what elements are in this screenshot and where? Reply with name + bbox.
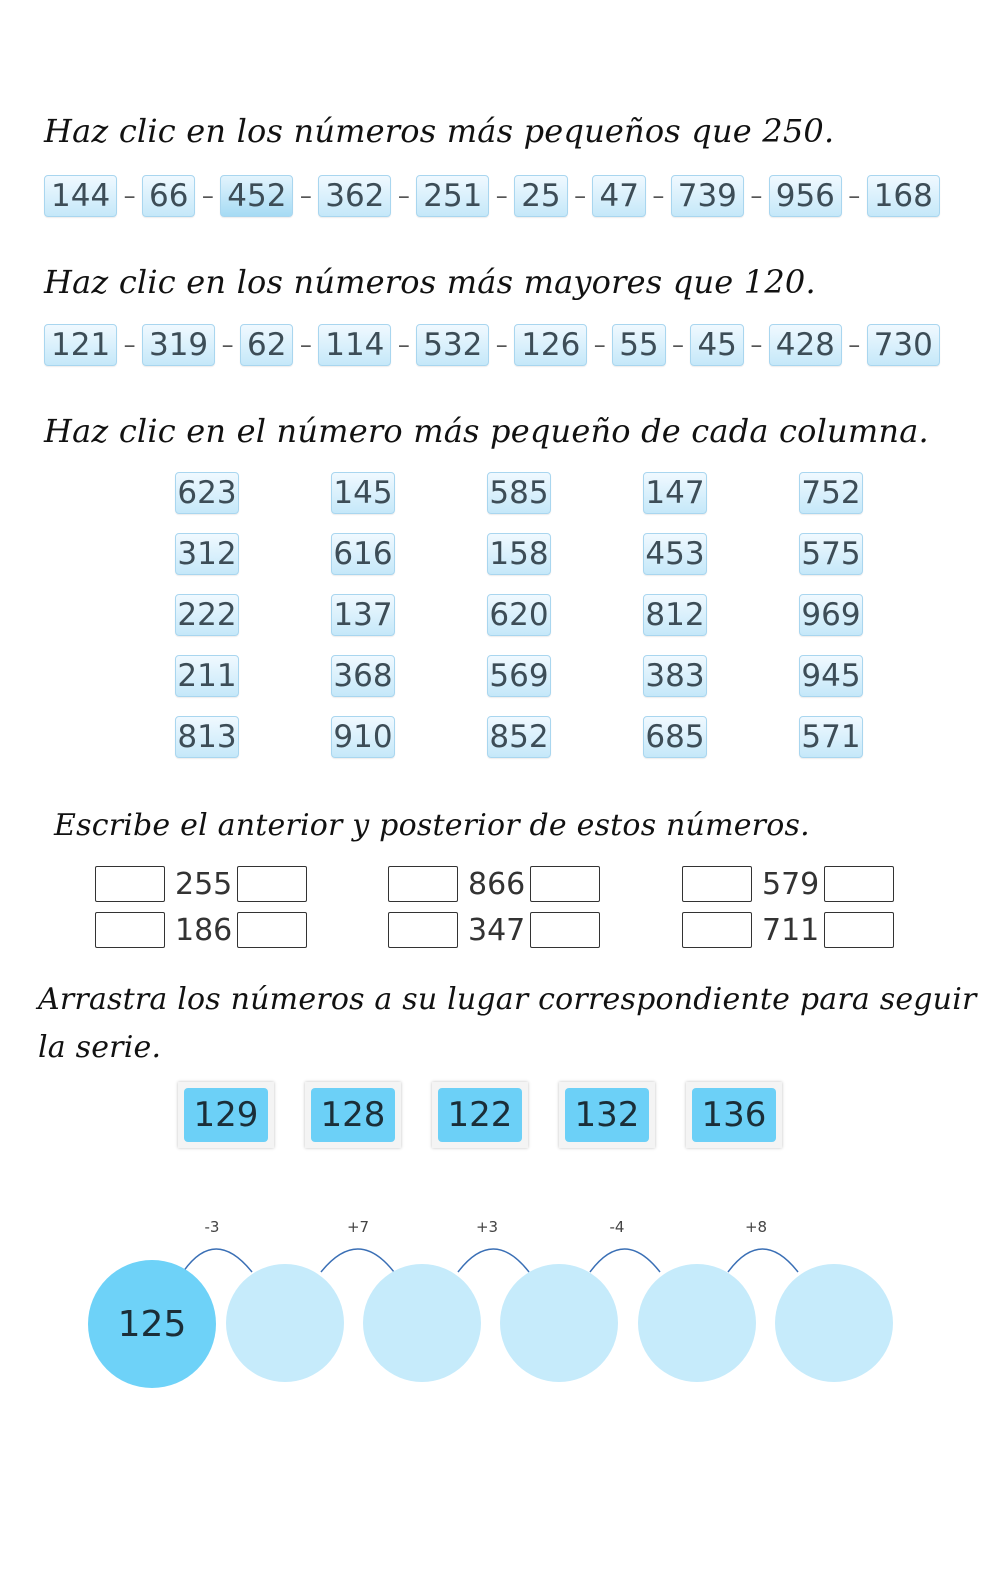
number-option[interactable]: 55	[612, 324, 665, 366]
series-drop-target[interactable]	[775, 1264, 893, 1382]
separator: –	[495, 331, 508, 359]
column-number[interactable]: 620	[487, 594, 551, 636]
number-option[interactable]: 45	[690, 324, 743, 366]
column-number[interactable]: 158	[487, 533, 551, 575]
separator: –	[397, 331, 410, 359]
instruction-drag-series: Arrastra los números a su lugar correspondiente para seguir	[38, 982, 977, 1017]
separator: –	[593, 331, 606, 359]
separator: –	[672, 331, 685, 359]
separator: –	[848, 182, 861, 210]
instruction-predecessor-successor: Escribe el anterior y posterior de estos números.	[54, 808, 810, 843]
pred-succ-row	[682, 866, 894, 902]
draggable-tile[interactable]	[178, 1082, 274, 1148]
draggable-tile[interactable]	[432, 1082, 528, 1148]
given-number: 866	[468, 866, 526, 902]
pred-succ-row	[388, 912, 600, 948]
tile-number: 132	[565, 1088, 649, 1142]
predecessor-input[interactable]	[388, 912, 458, 948]
separator: –	[574, 182, 587, 210]
column-number[interactable]: 211	[175, 655, 239, 697]
successor-input[interactable]	[530, 912, 600, 948]
separator: –	[299, 331, 312, 359]
column-number[interactable]: 147	[643, 472, 707, 514]
column-number[interactable]: 571	[799, 716, 863, 758]
column-number[interactable]: 575	[799, 533, 863, 575]
step-arc	[321, 1249, 394, 1272]
series-drop-target[interactable]	[363, 1264, 481, 1382]
instruction-greater-than: Haz clic en los números más mayores que 120.	[44, 263, 816, 301]
series-drop-target[interactable]	[638, 1264, 756, 1382]
column-number[interactable]: 569	[487, 655, 551, 697]
number-option[interactable]: 428	[769, 324, 842, 366]
tile-number: 129	[184, 1088, 268, 1142]
draggable-tile[interactable]	[559, 1082, 655, 1148]
number-option[interactable]: 25	[514, 175, 567, 217]
given-number: 711	[762, 912, 820, 948]
column-number[interactable]: 813	[175, 716, 239, 758]
column-number[interactable]: 312	[175, 533, 239, 575]
number-option[interactable]: 956	[769, 175, 842, 217]
column-number[interactable]: 812	[643, 594, 707, 636]
column-number[interactable]: 383	[643, 655, 707, 697]
successor-input[interactable]	[530, 866, 600, 902]
successor-input[interactable]	[824, 866, 894, 902]
separator: –	[299, 182, 312, 210]
number-option[interactable]: 47	[592, 175, 645, 217]
series-drop-target[interactable]	[226, 1264, 344, 1382]
separator: –	[750, 331, 763, 359]
tile-number: 122	[438, 1088, 522, 1142]
number-option[interactable]: 319	[142, 324, 215, 366]
column-number[interactable]: 752	[799, 472, 863, 514]
row-greater-than	[44, 323, 940, 367]
separator: –	[495, 182, 508, 210]
step-arc	[728, 1249, 798, 1272]
number-option[interactable]: 114	[318, 324, 391, 366]
number-option[interactable]: 739	[671, 175, 744, 217]
separator: –	[201, 182, 214, 210]
step-label: +8	[744, 1218, 768, 1236]
given-number: 347	[468, 912, 526, 948]
column-number[interactable]: 852	[487, 716, 551, 758]
column-number[interactable]: 585	[487, 472, 551, 514]
draggable-tiles	[178, 1082, 782, 1148]
tile-number: 136	[692, 1088, 776, 1142]
separator: –	[123, 331, 136, 359]
successor-input[interactable]	[824, 912, 894, 948]
step-arc	[590, 1249, 660, 1272]
step-arc	[183, 1249, 252, 1272]
predecessor-input[interactable]	[682, 912, 752, 948]
instruction-smaller-than: Haz clic en los números más pequeños que 250.	[44, 112, 835, 150]
pred-succ-row	[388, 866, 600, 902]
number-option[interactable]: 532	[416, 324, 489, 366]
separator: –	[221, 331, 234, 359]
step-label: -3	[204, 1218, 220, 1236]
successor-input[interactable]	[237, 866, 307, 902]
number-option[interactable]: 168	[867, 175, 940, 217]
separator: –	[750, 182, 763, 210]
separator: –	[652, 182, 665, 210]
tile-number: 128	[311, 1088, 395, 1142]
instruction-smallest-column: Haz clic en el número más pequeño de cada columna.	[44, 412, 929, 450]
column-number[interactable]: 945	[799, 655, 863, 697]
number-option[interactable]: 144	[44, 175, 117, 217]
column-number[interactable]: 137	[331, 594, 395, 636]
number-option[interactable]: 452	[220, 175, 293, 217]
pred-succ-row	[95, 912, 307, 948]
column-number[interactable]: 222	[175, 594, 239, 636]
step-label: -4	[609, 1218, 625, 1236]
draggable-tile[interactable]	[305, 1082, 401, 1148]
column-number[interactable]: 616	[331, 533, 395, 575]
column-number[interactable]: 910	[331, 716, 395, 758]
predecessor-input[interactable]	[95, 866, 165, 902]
given-number: 186	[175, 912, 233, 948]
separator: –	[848, 331, 861, 359]
step-arc	[458, 1249, 529, 1272]
given-number: 255	[175, 866, 233, 902]
column-number[interactable]: 145	[331, 472, 395, 514]
separator: –	[123, 182, 136, 210]
pred-succ-row	[682, 912, 894, 948]
row-smaller-than	[44, 174, 940, 218]
step-label: +3	[475, 1218, 499, 1236]
given-number: 579	[762, 866, 820, 902]
successor-input[interactable]	[237, 912, 307, 948]
column-number[interactable]: 685	[643, 716, 707, 758]
separator: –	[397, 182, 410, 210]
number-option[interactable]: 126	[514, 324, 587, 366]
columns-grid	[175, 472, 861, 758]
predecessor-input[interactable]	[95, 912, 165, 948]
step-label: +7	[346, 1218, 370, 1236]
number-option[interactable]: 362	[318, 175, 391, 217]
column-number[interactable]: 368	[331, 655, 395, 697]
number-option[interactable]: 730	[867, 324, 940, 366]
pred-succ-row	[95, 866, 307, 902]
column-number[interactable]: 623	[175, 472, 239, 514]
number-option[interactable]: 251	[416, 175, 489, 217]
series-drop-target[interactable]	[500, 1264, 618, 1382]
number-option[interactable]: 66	[142, 175, 195, 217]
column-number[interactable]: 969	[799, 594, 863, 636]
number-option[interactable]: 121	[44, 324, 117, 366]
predecessor-input[interactable]	[388, 866, 458, 902]
column-number[interactable]: 453	[643, 533, 707, 575]
series-start-circle: 125	[88, 1260, 216, 1388]
number-series	[0, 1210, 1000, 1410]
predecessor-input[interactable]	[682, 866, 752, 902]
number-option[interactable]: 62	[240, 324, 293, 366]
instruction-drag-series-cont: la serie.	[38, 1030, 162, 1065]
draggable-tile[interactable]	[686, 1082, 782, 1148]
